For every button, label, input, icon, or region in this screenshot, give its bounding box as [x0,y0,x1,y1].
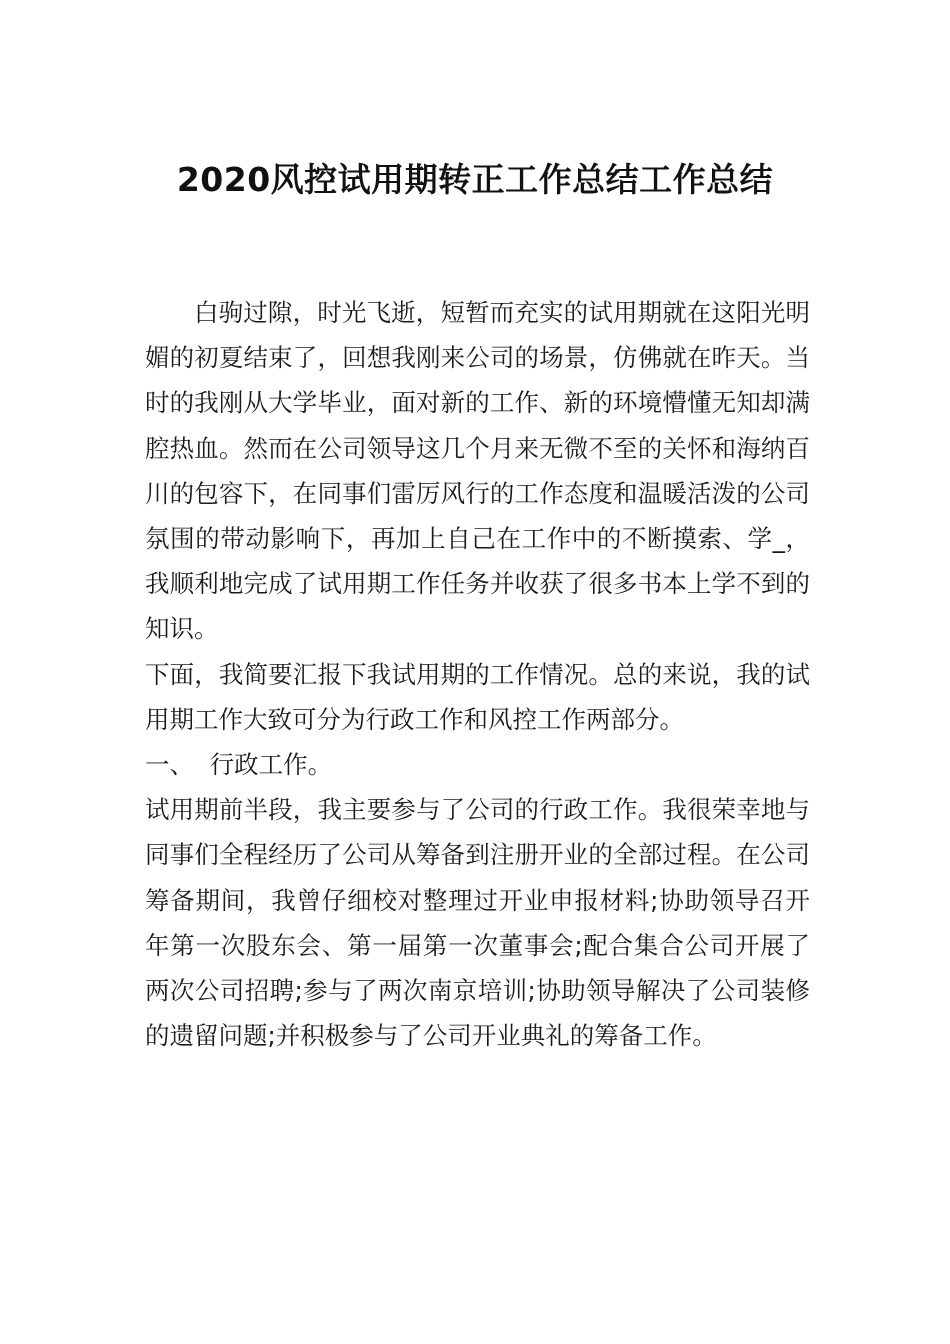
admin-work-paragraph: 试用期前半段，我主要参与了公司的行政工作。我很荣幸地与同事们全程经历了公司从筹备到注册开业的全部过程。在公司筹备期间，我曾仔细校对整理过开业申报材料;协助领导召开年第一次股东会、第一届第一次董事会;配合集合公司开展了两次公司招聘;参与了两次南京培训;协助领导解决了公司装修的遗留问题;并积极参与了公司开业典礼的筹备工作。 [145,795,810,1051]
intro-paragraph: 白驹过隙，时光飞逝，短暂而充实的试用期就在这阳光明媚的初夏结束了，回想我刚来公司的场景，仿佛就在昨天。当时的我刚从大学毕业，面对新的工作、新的环境懵懂无知却满腔热血。然而在公司领导这几个月来无微不至的关怀和海纳百川的包容下，在同事们雷厉风行的工作态度和温暖活泼的公司氛围的带动影响下，再加上自己在工作中的不断摸索、学_，我顺利地完成了试用期工作任务并收获了很多书本上学不到的知识。 [145,298,810,644]
document-title: 2020风控试用期转正工作总结工作总结 [176,160,774,199]
document-body [145,290,810,1058]
summary-paragraph: 下面，我简要汇报下我试用期的工作情况。总的来说，我的试用期工作大致可分为行政工作和风控工作两部分。 [145,659,810,734]
section-heading-admin: 一、 行政工作。 [145,750,333,780]
